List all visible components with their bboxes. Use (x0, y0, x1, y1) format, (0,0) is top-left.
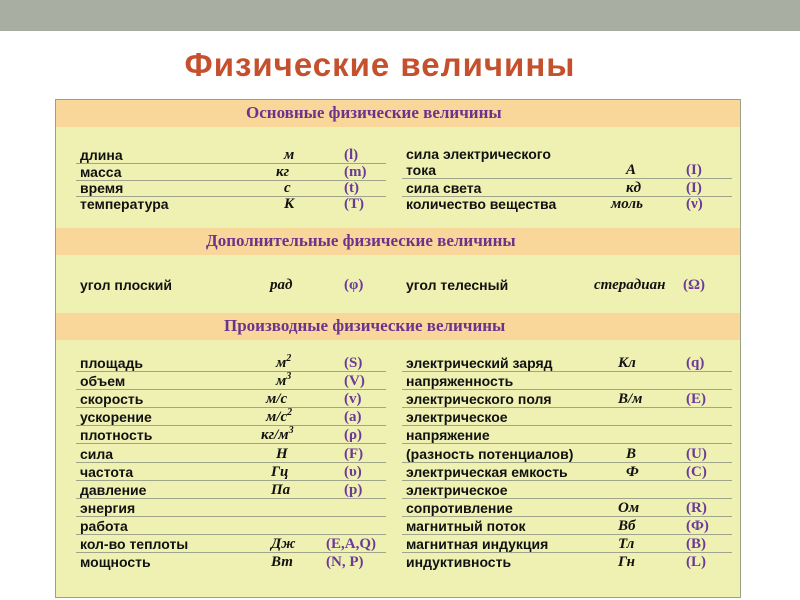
quantity-unit: $м^2$ (276, 353, 292, 371)
quantity-symbol: (a) (344, 409, 362, 425)
quantity-symbol: (υ) (344, 464, 362, 480)
quantity-unit: $кг/м^3$ (261, 425, 294, 443)
quantity-symbol: (Ф) (686, 518, 709, 534)
section-additional-title: Дополнительные физические величины (206, 231, 516, 250)
quantity-symbol: (ν) (686, 196, 703, 212)
top-bar (0, 0, 800, 31)
section-additional-header (56, 228, 740, 255)
quantity-name: плотность (80, 427, 153, 443)
quantity-name: время (80, 180, 124, 196)
quantity-symbol: (T) (344, 196, 364, 212)
table-row (56, 499, 740, 517)
quantity-name: температура (80, 196, 169, 212)
quantity-name: площадь (80, 355, 143, 371)
unit-exponent: 3 (286, 371, 292, 382)
quantity-unit: кг (276, 164, 290, 180)
quantities-table (55, 99, 741, 598)
quantity-symbol: (p) (344, 482, 363, 498)
table-row (56, 535, 740, 553)
table-row (56, 354, 740, 372)
table-row (56, 445, 740, 463)
table-row (56, 463, 740, 481)
quantity-name: мощность (80, 554, 151, 570)
quantity-unit: Гн (618, 554, 635, 570)
quantity-name: масса (80, 164, 122, 180)
quantity-symbol: (V) (344, 373, 365, 389)
quantity-symbol: (φ) (344, 277, 364, 293)
quantity-name: магнитная индукция (406, 536, 549, 552)
unit-exponent: 2 (286, 353, 292, 364)
table-row (56, 553, 740, 571)
quantity-unit: Гц (271, 464, 289, 480)
unit-exponent: 2 (287, 407, 293, 418)
row-divider (402, 443, 732, 444)
quantity-name: работа (80, 518, 128, 534)
quantity-name: сила (80, 446, 114, 462)
table-row (56, 517, 740, 535)
quantity-unit: Кл (618, 355, 636, 371)
quantity-name: объем (80, 373, 126, 389)
quantity-symbol: (E,A,Q) (326, 536, 376, 552)
quantity-name: давление (80, 482, 147, 498)
quantity-symbol: (U) (686, 446, 707, 462)
section-derived-header (56, 313, 740, 340)
quantity-unit: Вб (618, 518, 636, 534)
table-row (56, 408, 740, 426)
quantity-name: кол-во теплоты (80, 536, 189, 552)
quantity-unit: В/м (618, 391, 643, 407)
quantity-name: электрическое (406, 482, 508, 498)
page-title (0, 46, 800, 84)
quantity-name: электрический заряд (406, 355, 553, 371)
quantity-unit: Тл (618, 536, 635, 552)
table-row (56, 426, 740, 444)
quantity-name: электрическое (406, 409, 508, 425)
quantity-name: угол телесный (406, 277, 509, 293)
quantity-name: сила электрического (406, 146, 551, 162)
quantity-unit: Ф (626, 464, 639, 480)
quantity-name: длина (80, 147, 123, 163)
quantity-symbol: (Ω) (683, 277, 706, 293)
section-derived-title: Производные физические величины (224, 316, 506, 335)
quantity-name: скорость (80, 391, 144, 407)
quantity-symbol: (I) (686, 162, 702, 178)
table-row (56, 481, 740, 499)
section-basic-title: Основные физические величины (246, 103, 502, 122)
quantity-symbol: (B) (686, 536, 706, 552)
quantity-symbol: (R) (686, 500, 707, 516)
quantity-unit: В (626, 446, 637, 462)
quantity-symbol: (t) (344, 180, 359, 196)
quantity-name: энергия (80, 500, 136, 516)
table-row (56, 276, 740, 294)
quantity-unit: м/с (266, 391, 288, 407)
quantity-unit: А (626, 162, 637, 178)
quantity-unit: Ом (618, 500, 640, 516)
quantity-unit: Па (271, 482, 291, 498)
quantity-unit: Дж (271, 536, 296, 552)
quantity-unit: К (284, 196, 295, 212)
quantity-name: магнитный поток (406, 518, 526, 534)
quantity-name: угол плоский (80, 277, 172, 293)
quantity-symbol: (l) (344, 147, 359, 163)
quantity-symbol: (L) (686, 554, 706, 570)
quantity-name: напряжение (406, 427, 490, 443)
quantity-unit: моль (611, 196, 643, 212)
quantity-name: (разность потенциалов) (406, 446, 574, 462)
quantity-symbol: (F) (344, 446, 364, 462)
quantity-symbol: (S) (344, 355, 363, 371)
quantity-symbol: (C) (686, 464, 707, 480)
quantity-symbol: (v) (344, 391, 362, 407)
quantity-unit: Вт (271, 554, 293, 570)
quantity-name: индуктивность (406, 554, 512, 570)
quantity-unit: $м^3$ (276, 371, 292, 389)
quantity-name: ускорение (80, 409, 152, 425)
quantity-name: напряженность (406, 373, 514, 389)
quantity-symbol: (m) (344, 164, 367, 180)
quantity-symbol: (ρ) (344, 427, 363, 443)
quantity-symbol: (I) (686, 180, 702, 196)
quantity-symbol: (q) (686, 355, 705, 371)
quantity-unit: рад (270, 277, 293, 293)
quantity-unit: м (284, 147, 295, 163)
quantity-name: сопротивление (406, 500, 513, 516)
table-row (56, 161, 740, 179)
quantity-name: электрическая емкость (406, 464, 568, 480)
quantity-unit: с (284, 180, 291, 196)
quantity-name: электрического поля (406, 391, 552, 407)
table-row (56, 372, 740, 390)
quantity-name: частота (80, 464, 134, 480)
quantity-name: тока (406, 162, 437, 178)
page-title-text: Физические величины (184, 46, 576, 83)
table-row (56, 195, 740, 213)
quantity-unit: кд (626, 180, 642, 196)
section-basic-header (56, 100, 740, 127)
quantity-symbol: (E) (686, 391, 706, 407)
quantity-name: сила света (406, 180, 482, 196)
table-row (56, 390, 740, 408)
quantity-unit: $м/с^2$ (266, 407, 293, 425)
quantity-name: количество вещества (406, 196, 557, 212)
quantity-symbol: (N, P) (326, 554, 364, 570)
unit-exponent: 3 (288, 425, 294, 436)
quantity-unit: стерадиан (594, 277, 666, 293)
quantity-unit: Н (276, 446, 288, 462)
